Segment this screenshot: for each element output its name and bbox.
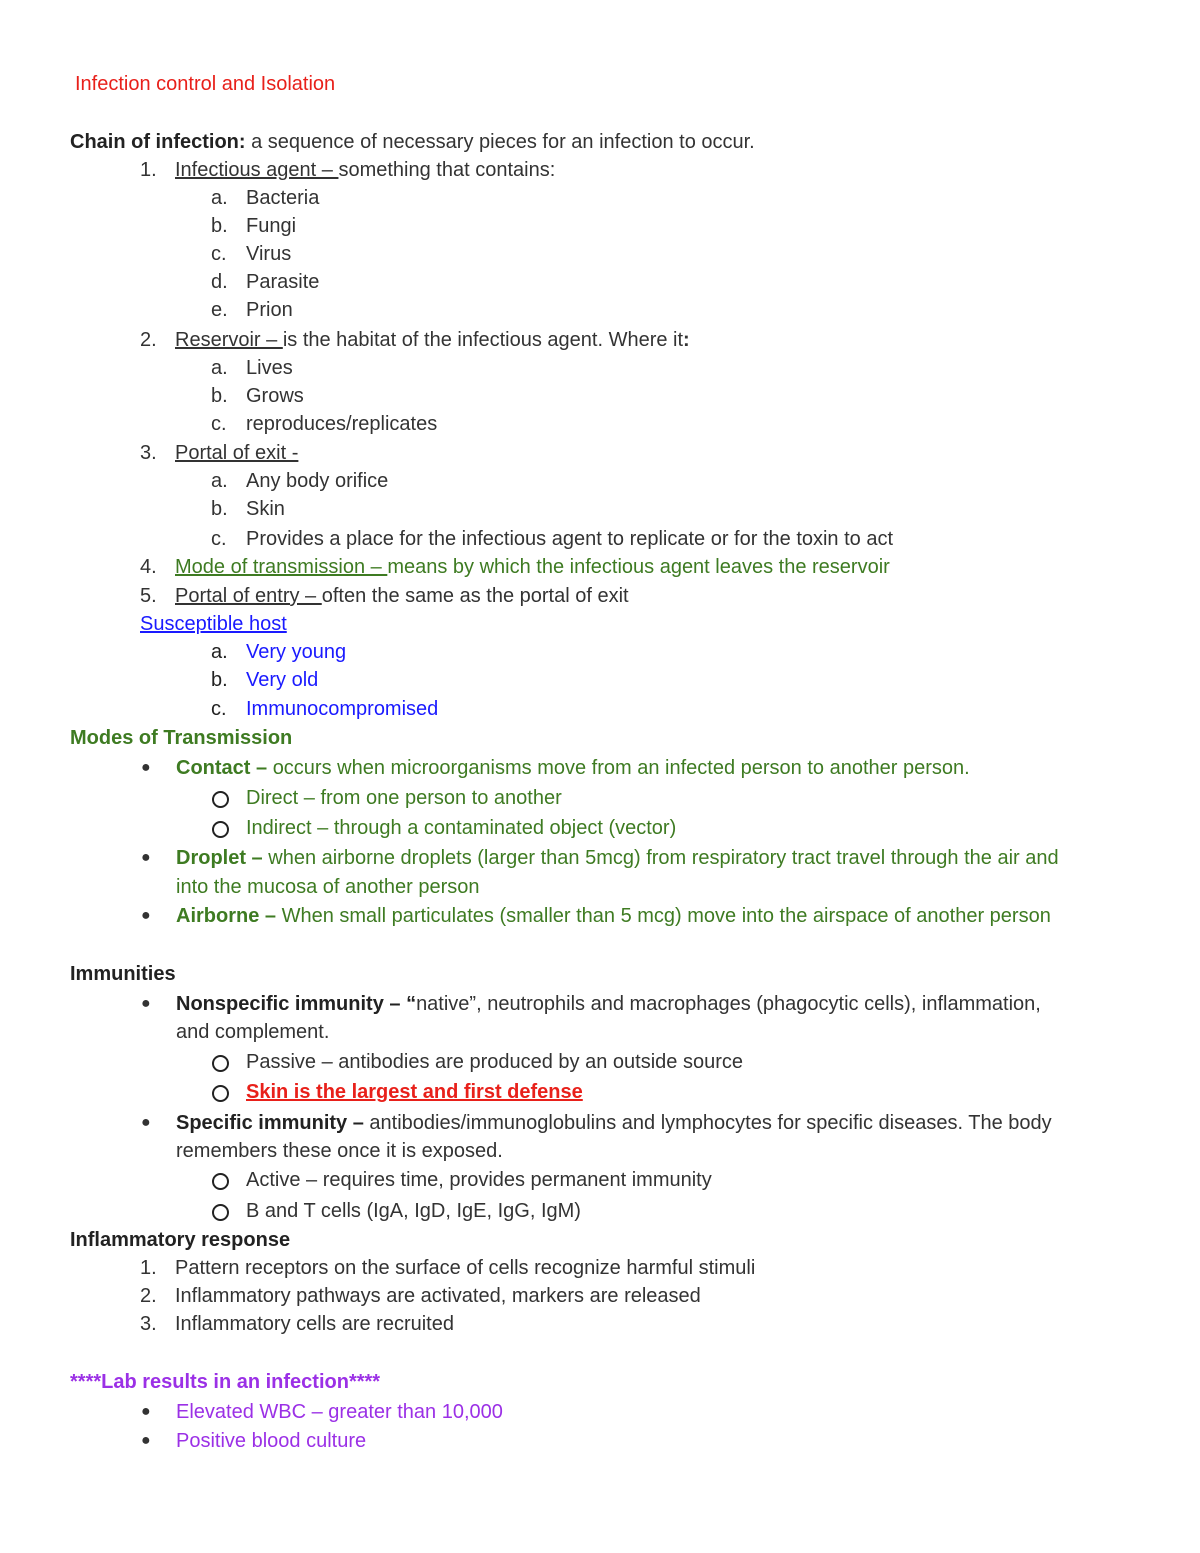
- document-title: Infection control and Isolation: [75, 73, 336, 95]
- specific-immunity-cont: remembers these once it is exposed.: [176, 1140, 503, 1162]
- nonspecific-immunity-cont: and complement.: [176, 1021, 330, 1043]
- bullet-icon: ●: [141, 1403, 151, 1420]
- mode-droplet: Droplet – when airborne droplets (larger than 5mcg) from respiratory tract travel through the air and: [176, 847, 1059, 869]
- bullet-icon: ●: [141, 1432, 151, 1449]
- bullet-icon: ●: [141, 907, 151, 924]
- list-item: a. Lives: [211, 357, 293, 379]
- chain-item-5: 5. Portal of entry – often the same as the portal of exit: [140, 585, 629, 607]
- bullet-icon: ●: [141, 995, 151, 1012]
- list-item: b. Grows: [211, 385, 304, 407]
- list-item: Positive blood culture: [176, 1430, 367, 1452]
- list-item: 3. Inflammatory cells are recruited: [140, 1313, 454, 1335]
- list-item: Active – requires time, provides permanent immunity: [246, 1169, 712, 1191]
- list-item: c. Virus: [211, 243, 292, 265]
- list-item: c. Provides a place for the infectious agent to replicate or for the toxin to act: [211, 528, 894, 550]
- chain-item-term: Portal of entry –: [175, 585, 322, 607]
- chain-intro: a sequence of necessary pieces for an infection to occur.: [245, 131, 755, 153]
- modes-heading: Modes of Transmission: [70, 727, 293, 749]
- chain-heading-line: [70, 130, 755, 154]
- list-item: 1. Pattern receptors on the surface of cells recognize harmful stimuli: [140, 1257, 756, 1279]
- chain-item-1: 1. Infectious agent – something that contains:: [140, 159, 556, 181]
- inflammatory-heading: Inflammatory response: [70, 1229, 291, 1251]
- susceptible-host-label: Susceptible host: [140, 613, 287, 635]
- bullet-icon: ●: [141, 1114, 151, 1131]
- bullet-icon: ●: [141, 849, 151, 866]
- mode-droplet-cont: into the mucosa of another person: [176, 876, 480, 898]
- list-item: d. Parasite: [211, 271, 320, 293]
- list-item: Elevated WBC – greater than 10,000: [176, 1401, 503, 1423]
- list-item: a. Any body orifice: [211, 470, 389, 492]
- list-item: b. Skin: [211, 498, 285, 520]
- chain-item-term: Reservoir –: [175, 329, 283, 351]
- list-item: a. Bacteria: [211, 187, 320, 209]
- immunities-heading: Immunities: [70, 963, 176, 985]
- list-item: 2. Inflammatory pathways are activated, markers are released: [140, 1285, 701, 1307]
- chain-item-term: Mode of transmission –: [175, 556, 388, 578]
- circle-bullet-icon: [212, 1204, 229, 1221]
- chain-item-2: 2. Reservoir – is the habitat of the infectious agent. Where it:: [140, 329, 690, 351]
- list-item: Passive – antibodies are produced by an outside source: [246, 1051, 743, 1073]
- list-item: Indirect – through a contaminated object (vector): [246, 817, 677, 839]
- circle-bullet-icon: [212, 1085, 229, 1102]
- nonspecific-immunity: Nonspecific immunity – “native”, neutrophils and macrophages (phagocytic cells), inflammation,: [176, 993, 1041, 1015]
- chain-item-term: Portal of exit -: [175, 442, 299, 464]
- list-item: a. Very young: [211, 641, 347, 663]
- list-item: b. Fungi: [211, 215, 297, 237]
- mode-airborne: Airborne – When small particulates (smaller than 5 mcg) move into the airspace of another person: [176, 905, 1051, 927]
- bullet-icon: ●: [141, 759, 151, 776]
- chain-item-4: 4. Mode of transmission – means by which the infectious agent leaves the reservoir: [140, 556, 890, 578]
- list-item: e. Prion: [211, 299, 293, 321]
- list-item: c. reproduces/replicates: [211, 413, 438, 435]
- list-item: c. Immunocompromised: [211, 698, 439, 720]
- list-item: B and T cells (IgA, IgD, IgE, IgG, IgM): [246, 1200, 581, 1222]
- circle-bullet-icon: [212, 1055, 229, 1072]
- circle-bullet-icon: [212, 1173, 229, 1190]
- chain-item-3: 3. Portal of exit -: [140, 442, 299, 464]
- chain-item-term: Infectious agent –: [175, 159, 339, 181]
- list-item: b. Very old: [211, 669, 319, 691]
- circle-bullet-icon: [212, 821, 229, 838]
- list-item: Direct – from one person to another: [246, 787, 562, 809]
- skin-defense-highlight: Skin is the largest and first defense: [246, 1081, 583, 1103]
- lab-heading: ****Lab results in an infection****: [70, 1371, 381, 1393]
- mode-contact: Contact – occurs when microorganisms move from an infected person to another person.: [176, 757, 970, 779]
- circle-bullet-icon: [212, 791, 229, 808]
- specific-immunity: Specific immunity – antibodies/immunoglobulins and lymphocytes for specific diseases. The body: [176, 1112, 1052, 1134]
- chain-heading: Chain of infection:: [70, 131, 246, 153]
